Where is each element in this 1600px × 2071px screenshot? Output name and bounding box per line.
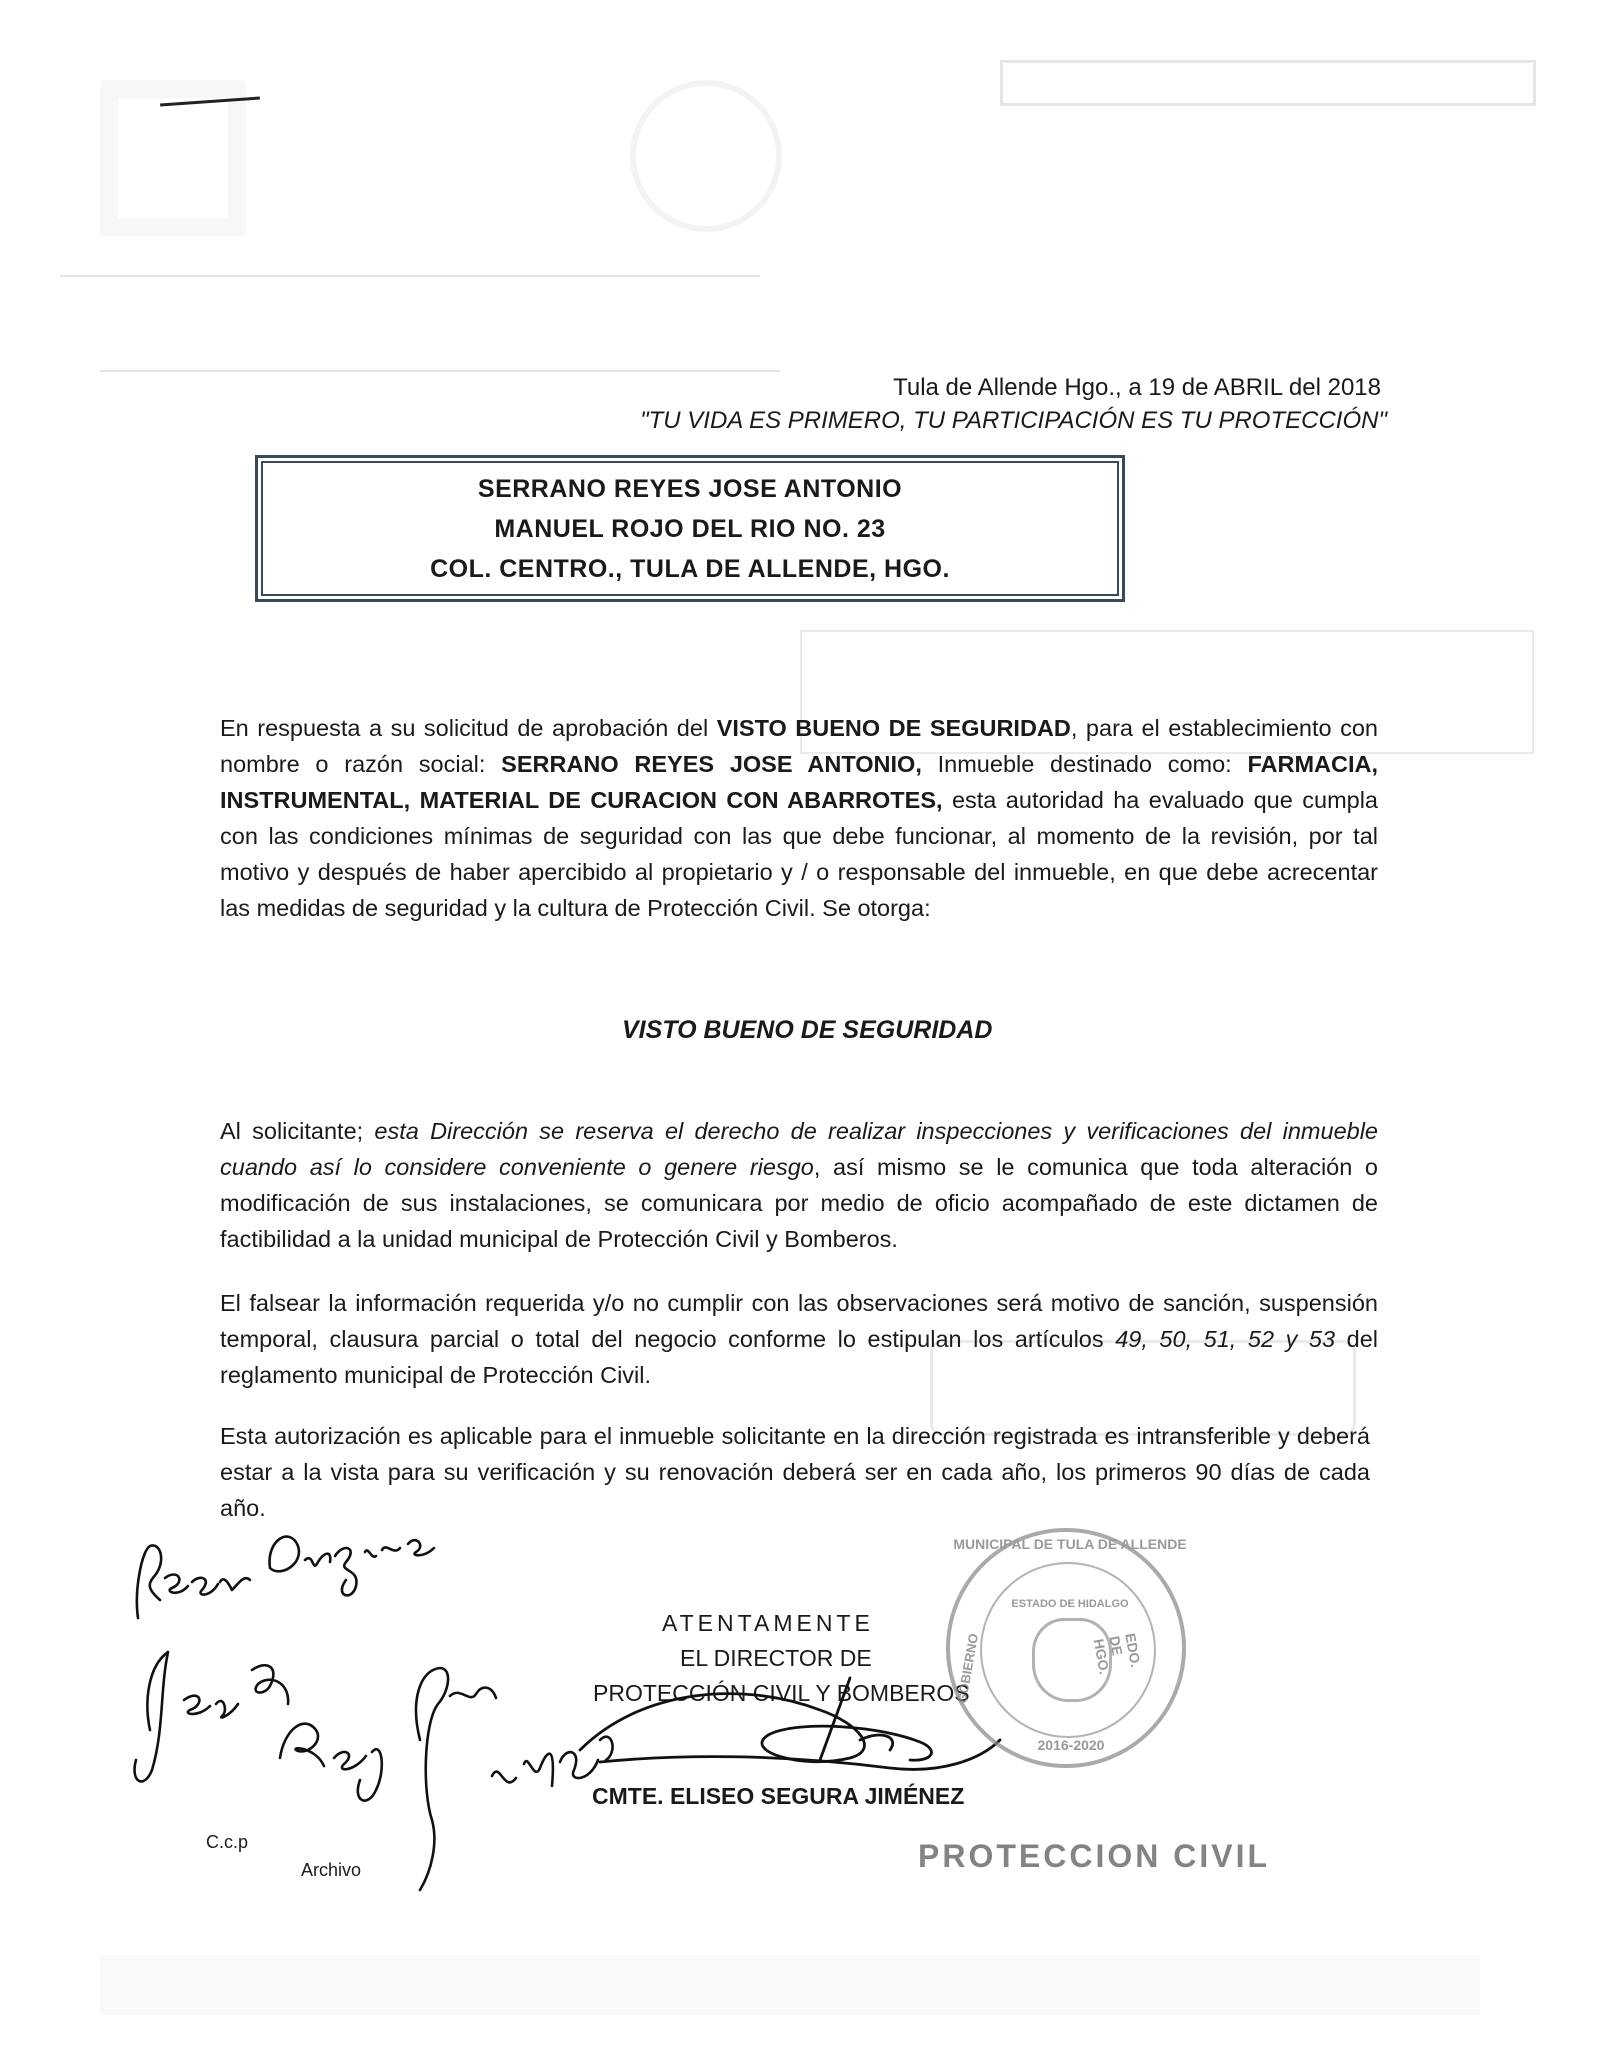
background-showthrough [100,1955,1480,2015]
official-seal [946,1528,1186,1768]
paragraph-request [220,710,1378,926]
text-bold: FARMACIA, INSTRUMENTAL, MATERIAL DE CURACION CON ABARROTES, [220,751,1379,813]
seal-text-right: EDO. DE HGO. [1090,1632,1144,1676]
seal-years: 2016-2020 [1037,1737,1105,1753]
section-title: VISTO BUENO DE SEGURIDAD [622,1016,993,1044]
addressee-street: MANUEL ROJO DEL RIO NO. 23 [494,514,886,543]
background-showthrough [100,370,780,372]
seal-emblem [1032,1618,1112,1702]
paragraph-inspections [220,1113,1378,1257]
seal-label: PROTECCION CIVIL [918,1838,1271,1874]
signatory-role-1: EL DIRECTOR DE [680,1645,872,1671]
text-bold: VISTO BUENO DE SEGURIDAD [716,715,1071,741]
background-showthrough [630,80,782,232]
text-italic: esta Dirección se reserva el derecho de realizar inspecciones y verificaciones del inmueble cuando así lo considere conveniente o genere riesgo [220,1118,1379,1180]
seal-text-top: MUNICIPAL DE TULA DE ALLENDE [953,1536,1187,1552]
signatory-role-2: PROTECCIÓN CIVIL Y BOMBEROS [593,1680,970,1706]
text: del reglamento municipal de Protección Civil. [220,1326,1379,1388]
addressee-name: SERRANO REYES JOSE ANTONIO [477,474,903,503]
paragraph-sanctions [220,1285,1378,1393]
text: En respuesta a su solicitud de aprobación del [220,715,717,741]
background-showthrough [1000,60,1536,106]
text-italic: 49, 50, 51, 52 y 53 [1115,1326,1336,1352]
addressee-box-inner [261,461,1119,596]
place-date: Tula de Allende Hgo., a 19 de ABRIL del 2018 [893,374,1381,401]
text: , para el establecimiento con nombre o razón social: [220,715,1378,777]
signatory-name: CMTE. ELISEO SEGURA JIMÉNEZ [592,1783,965,1809]
closing-text: ATENTAMENTE [662,1610,874,1636]
text: El falsear la información requerida y/o no cumplir con las observaciones será motivo de sanción, suspensión temporal, clausura parcial o total del negocio conforme lo estipulan los artículos [220,1290,1378,1352]
addressee-box [255,455,1125,602]
seal-text-left: GOBIERNO [954,1632,982,1705]
ccp-item: Archivo [301,1860,362,1880]
text: esta autoridad ha evaluado que cumpla con las condiciones mínimas de seguridad con las que debe funcionar, al momento de la revisión, por tal motivo y después de haber apercibido al propietario y / o responsable del inmueble, en que debe acrecentar las medidas de seguridad y la cultura de Protección Civil. Se otorga: [220,787,1379,921]
seal-text-center: ESTADO DE HIDALGO [1011,1598,1129,1610]
text-bold: SERRANO REYES JOSE ANTONIO, [501,751,922,777]
text: Inmueble destinado como: [921,751,1248,777]
paragraph-validity: Esta autorización es aplicable para el inmueble solicitante en la dirección registrada es intransferible y deberá estar a la vista para su verificación y su renovación deberá ser en cada año, los primeros 90 días de cada año. [220,1423,1370,1521]
handwritten-note [120,1490,620,1910]
motto: "TU VIDA ES PRIMERO, TU PARTICIPACIÓN ES TU PROTECCIÓN" [640,407,1387,434]
text: Al solicitante; [220,1118,375,1144]
ccp-label: C.c.p [206,1832,249,1852]
addressee-colony: COL. CENTRO., TULA DE ALLENDE, HGO. [430,554,950,583]
background-showthrough [60,275,760,277]
text: , así mismo se le comunica que toda alteración o modificación de sus instalaciones, se comunicara por medio de oficio acompañado de este dictamen de factibilidad a la unidad municipal de Protección Civil y Bomberos. [220,1154,1378,1252]
